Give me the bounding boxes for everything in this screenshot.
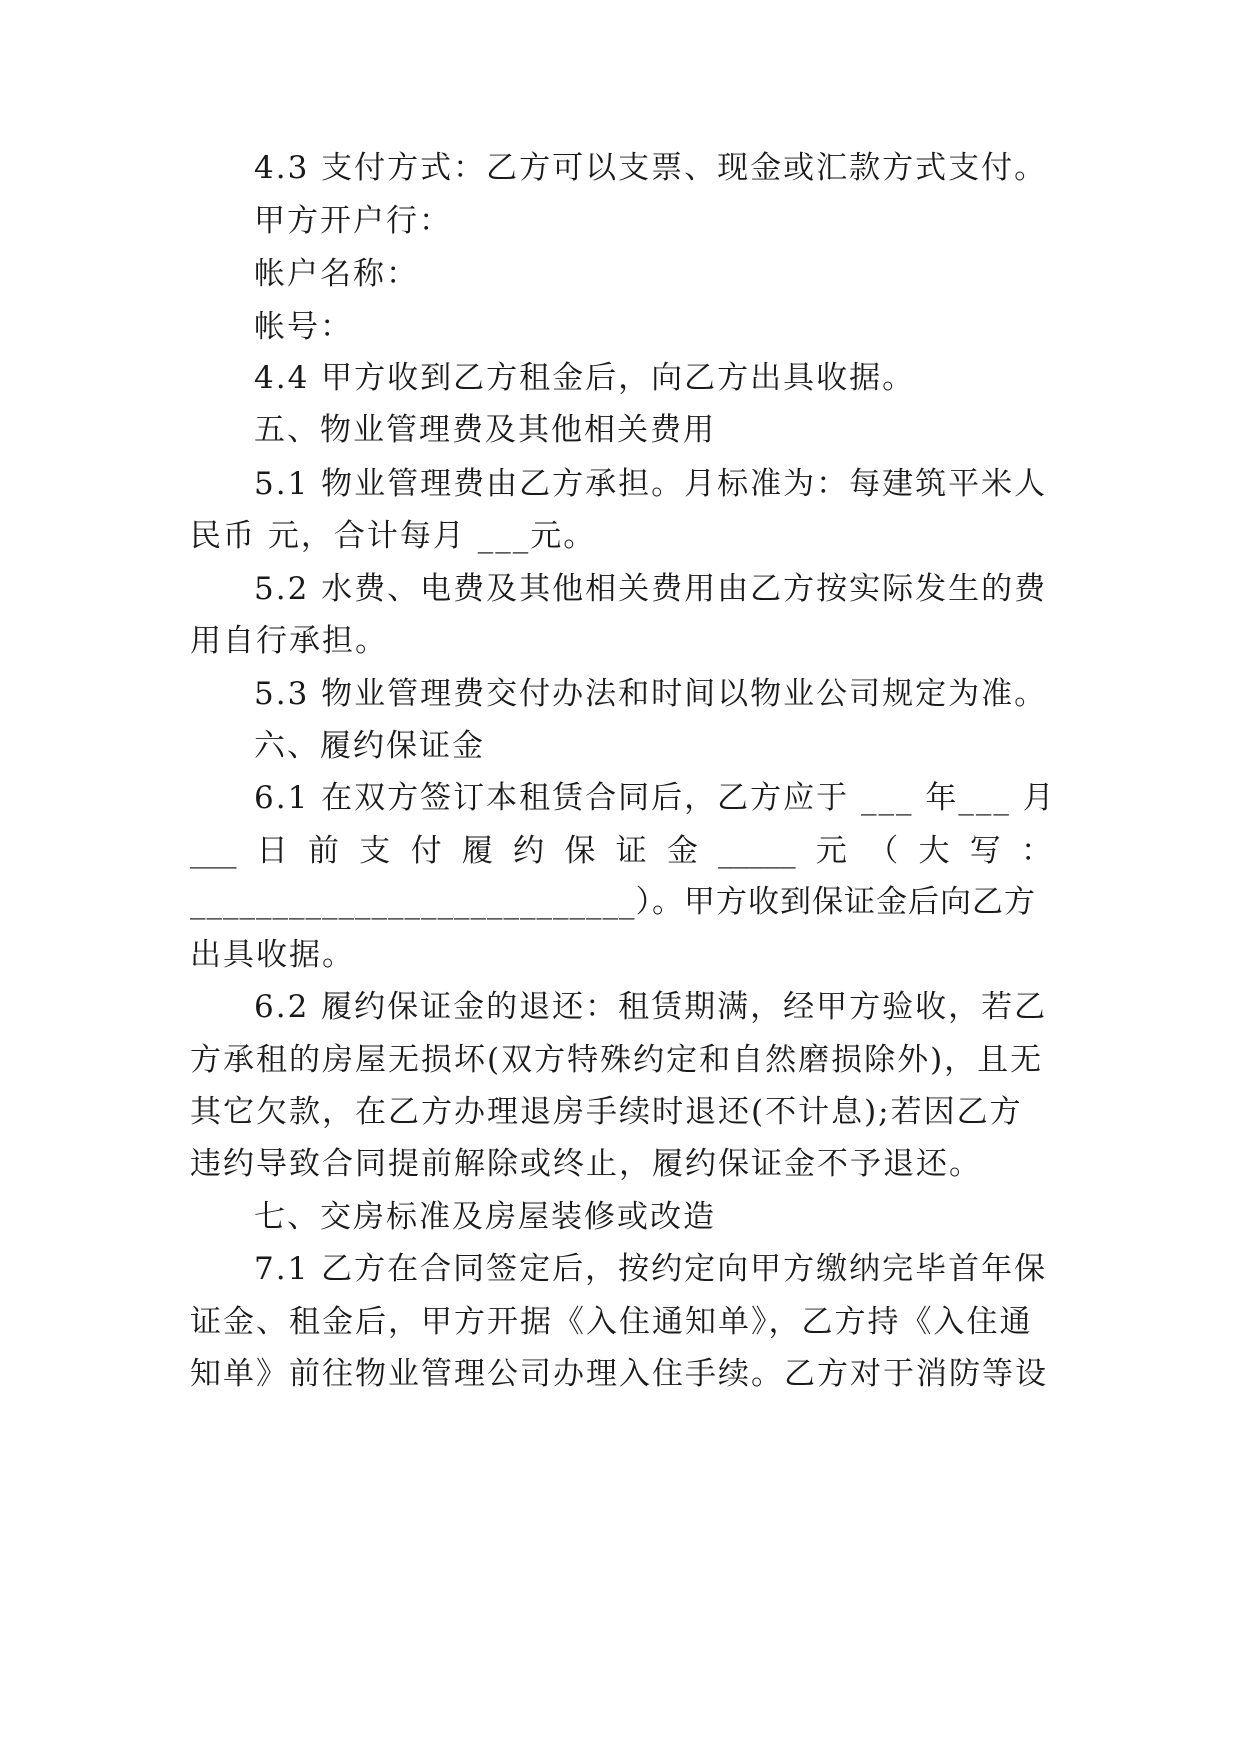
clause-6-2: 6.2 履约保证金的退还：租赁期满，经甲方验收，若乙 <box>254 989 1048 1025</box>
clause-6-2-line-3: 其它欠款，在乙方办理退房手续时退还(不计息);若因乙方 <box>190 1094 1023 1130</box>
account-number: 帐号： <box>254 309 353 345</box>
clause-6-1: 6.1 在双方签订本租赁合同后，乙方应于 ___ 年___ 月 <box>254 780 1056 816</box>
clause-6-1-amount-words: ___________________________）。甲方收到保证金后向乙方 <box>190 884 1036 920</box>
section-7-heading: 七、交房标准及房屋装修或改造 <box>254 1199 716 1235</box>
section-6-heading: 六、履约保证金 <box>254 728 485 764</box>
clause-6-1-continued: 出具收据。 <box>190 937 355 973</box>
clause-5-2: 5.2 水费、电费及其他相关费用由乙方按实际发生的费 <box>254 571 1048 607</box>
account-name: 帐户名称： <box>254 256 419 292</box>
word-char: 大 <box>918 833 950 869</box>
word-char: （ <box>867 833 899 869</box>
word-char: 证 <box>615 833 647 869</box>
clause-5-1-continued: 民币 元，合计每月 ___元。 <box>190 518 597 554</box>
payee-bank: 甲方开户行： <box>254 203 452 239</box>
clause-6-2-line-4: 违约导致合同提前解除或终止，履约保证金不予退还。 <box>190 1146 982 1182</box>
clause-5-1: 5.1 物业管理费由乙方承担。月标准为：每建筑平米人 <box>254 466 1048 502</box>
word-char: 保 <box>564 833 596 869</box>
clause-7-1: 7.1 乙方在合同签定后，按约定向甲方缴纳完毕首年保 <box>254 1251 1048 1287</box>
word-char: ： <box>1020 833 1052 869</box>
clause-4-3: 4.3 支付方式：乙方可以支票、现金或汇款方式支付。 <box>254 150 1048 186</box>
word-char: 金 <box>666 833 698 869</box>
clause-7-1-line-2: 证金、租金后，甲方开据《入住通知单》，乙方持《入住通 <box>190 1304 1033 1340</box>
section-5-heading: 五、物业管理费及其他相关费用 <box>254 412 716 448</box>
clause-6-2-line-2: 方承租的房屋无损坏(双方特殊约定和自然磨损除外)，且无 <box>190 1042 1044 1078</box>
blank-day: ___ <box>190 833 237 869</box>
word-char: 写 <box>969 833 1001 869</box>
blank-amount: _____ <box>718 833 796 869</box>
clause-5-2-continued: 用自行承担。 <box>190 623 388 659</box>
word-char: 付 <box>410 833 442 869</box>
word-char: 支 <box>359 833 391 869</box>
word-char: 日 <box>256 833 288 869</box>
word-char: 元 <box>815 833 847 869</box>
word-char: 约 <box>513 833 545 869</box>
clause-4-4: 4.4 甲方收到乙方租金后，向乙方出具收据。 <box>254 360 916 396</box>
word-char: 履 <box>461 833 493 869</box>
word-char: 前 <box>308 833 340 869</box>
clause-7-1-line-3: 知单》前往物业管理公司办理入住手续。乙方对于消防等设 <box>190 1356 1048 1392</box>
clause-6-1-justified-line <box>190 831 1052 871</box>
clause-5-3: 5.3 物业管理费交付办法和时间以物业公司规定为准。 <box>254 676 1048 712</box>
